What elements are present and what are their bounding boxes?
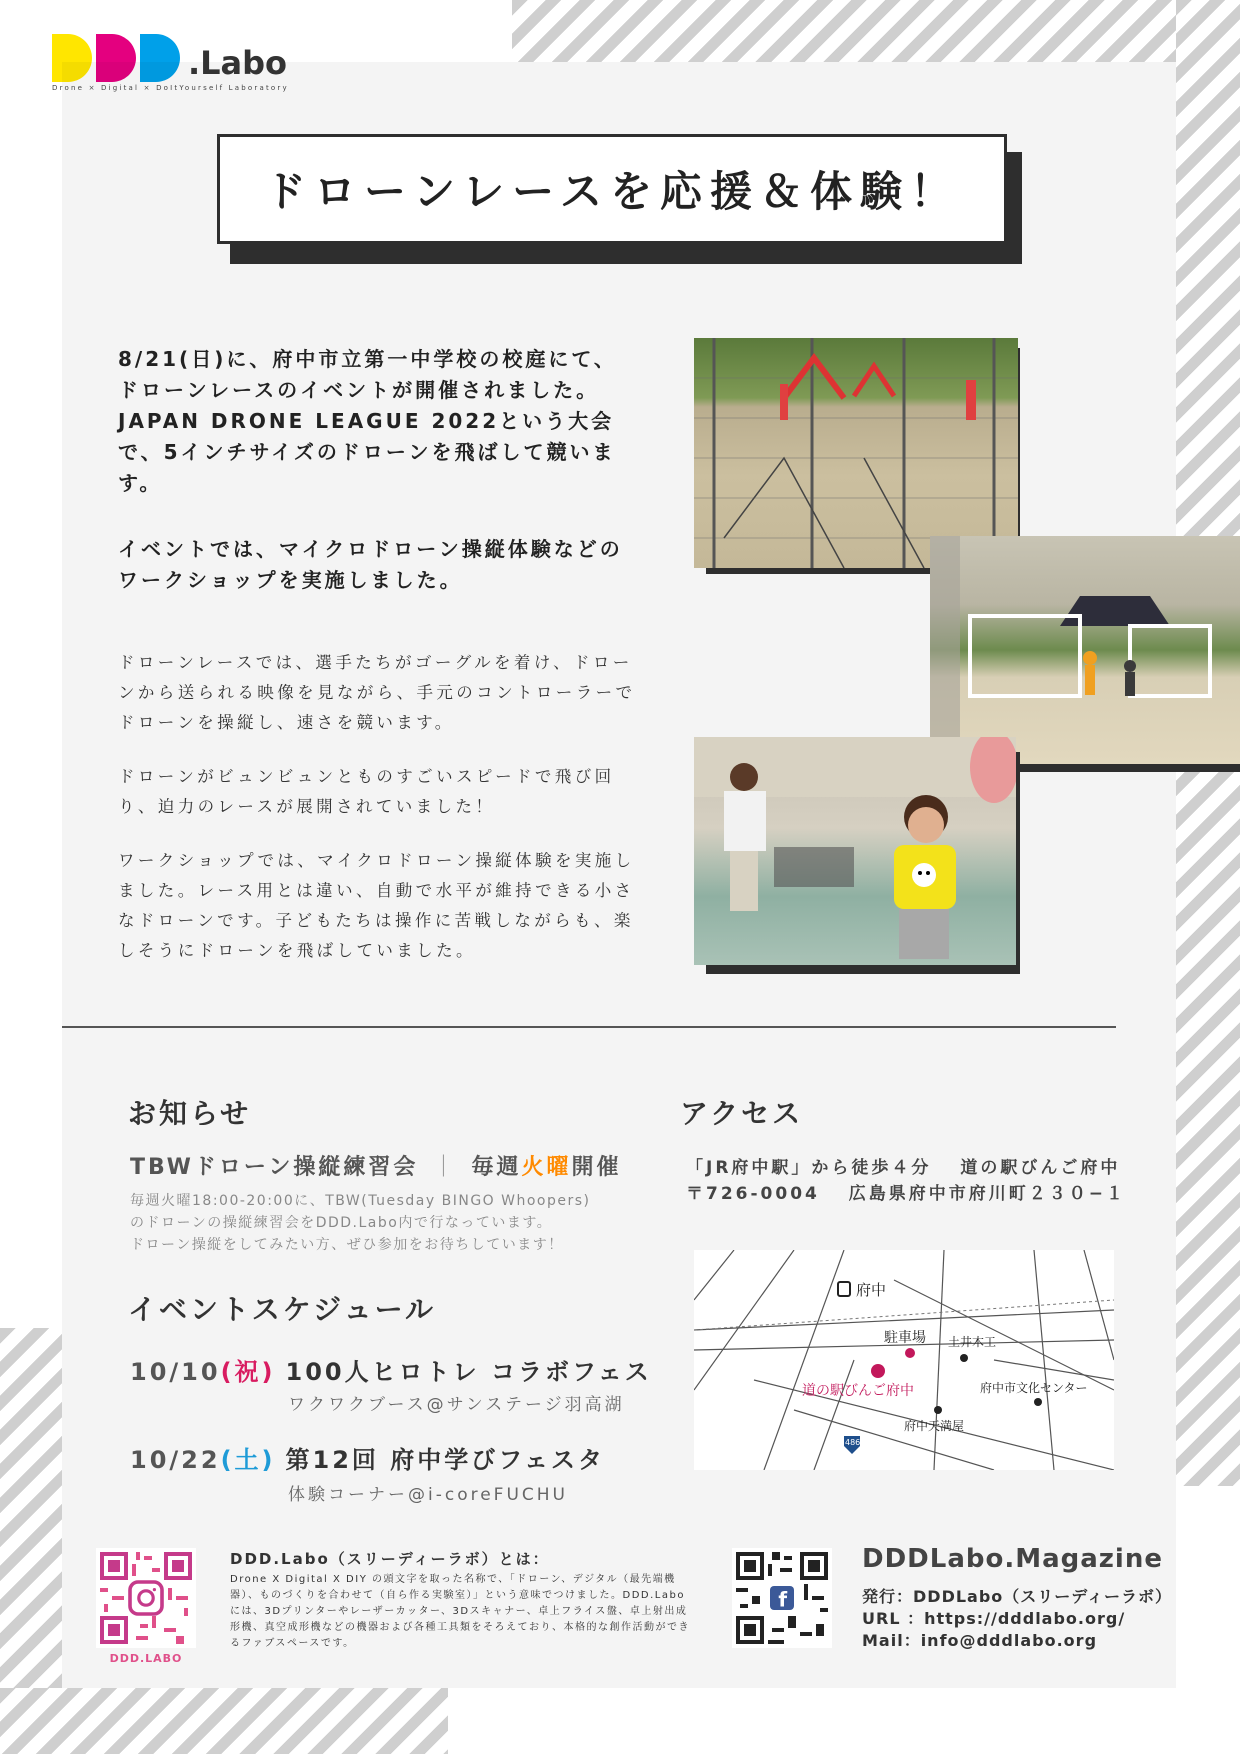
qr-label: DDD.LABO — [109, 1652, 183, 1665]
map-poi-1: 土井木工 — [948, 1335, 997, 1349]
section-divider — [62, 1026, 1116, 1028]
magazine-url[interactable]: URL ：https://dddlabo.org/ — [862, 1609, 1126, 1628]
access-heading: アクセス — [680, 1097, 804, 1130]
logo-tagline: Drone × Digital × DoItYourself Laboratory — [52, 84, 289, 92]
child-workshop-photo — [694, 737, 1016, 965]
map-target-label: 道の駅びんご府中 — [802, 1383, 914, 1399]
map-target-marker — [871, 1364, 885, 1378]
drone-race-course-photo — [694, 338, 1018, 568]
tbw-notice — [130, 1190, 670, 1256]
schedule-heading: イベントスケジュール — [128, 1293, 437, 1326]
tbw-weekly-post: 開催 — [571, 1155, 622, 1180]
map-parking-label: 駐車場 — [884, 1330, 926, 1346]
magazine-mail[interactable]: Mail：info@dddlabo.org — [862, 1631, 1098, 1650]
instagram-qr-code[interactable] — [96, 1548, 196, 1648]
facebook-icon: f — [778, 1587, 788, 1612]
event-2-date: 10/22 — [130, 1446, 221, 1474]
tbw-title: TBWドローン操縦練習会 — [130, 1155, 419, 1180]
body-paragraph-2: ドローンがビュンビュンとものすごいスピードで飛び回り、迫力のレースが展開されていました！ — [118, 767, 615, 816]
map-route-number: 486 — [845, 1438, 861, 1447]
about-heading: DDD.Labo（スリーディーラボ）とは： — [230, 1550, 550, 1568]
event-2-place: 体験コーナー@i-coreFUCHU — [288, 1485, 568, 1505]
magazine-publisher: 発行：DDDLabo（スリーディーラボ） — [862, 1587, 1173, 1606]
stripe-decoration-bottom — [0, 1688, 448, 1754]
event-2-name: 第12回 府中学びフェスタ — [285, 1446, 606, 1474]
tbw-weekly-day: 火曜 — [521, 1155, 572, 1180]
event-1-day: (祝) — [220, 1358, 276, 1386]
intro-paragraph-2: イベントでは、マイクロドローン操縦体験などのワークショップを実施しました。 — [118, 537, 623, 592]
access-line-1: 「JR府中駅」から徒歩４分 道の駅びんご府中 — [686, 1158, 1121, 1178]
tbw-notice-line-3: ドローン操縦をしてみたい方、ぜひ参加をお待ちしています！ — [130, 1237, 564, 1253]
body-paragraph-3: ワークショップでは、マイクロドローン操縦体験を実施しました。レース用とは違い、自動で水平が維持できる小さなドローンです。子どもたちは操作に苦戦しながらも、楽しそうにドローンを飛ばしていました。 — [118, 851, 635, 960]
about-text: Drone X Digital X DIY の頭文字を取った名称で、「ドローン、デジタル（最先端機器）、ものづくりを合わせて（自ら作る実験室）」という意味でつけました。DDD.Laboには、3Dプリンターやレーザーカッター、3Dスキャナー、卓上フライス盤、卓上射出成形機、真空成形機などの機器および各種工具類をそろえており、本格的な創作活動ができるファブスペースです。 — [230, 1574, 690, 1649]
access-line-2: 〒726-0004 広島県府中市府川町２３０−１ — [686, 1184, 1127, 1204]
ddd-labo-logo: .Labo Drone × Digital × DoItYourself Laboratory — [52, 34, 289, 92]
event-2 — [130, 1440, 605, 1475]
tbw-notice-line-1: 毎週火曜18:00-20:00に、TBW(Tuesday BINGO Whoopers) — [130, 1193, 591, 1209]
tbw-separator: ｜ — [432, 1155, 458, 1180]
tbw-weekly-pre: 毎週 — [471, 1155, 522, 1180]
event-1-place: ワクワクブース@サンステージ羽高湖 — [288, 1395, 625, 1415]
map-poi-2: 府中市文化センター — [980, 1381, 1088, 1395]
access-map — [694, 1250, 1114, 1470]
event-2-day: (土) — [220, 1446, 276, 1474]
page-title: ドローンレースを応援＆体験！ — [217, 134, 1007, 244]
tbw-notice-line-2: のドローンの操縦練習会をDDD.Labo内で行なっています。 — [130, 1215, 553, 1231]
magazine-title: DDDLabo.Magazine — [862, 1544, 1163, 1574]
map-poi-3: 府中天満屋 — [904, 1419, 965, 1433]
facebook-qr-code[interactable] — [732, 1548, 832, 1648]
event-1-name: 100人ヒロトレ コラボフェス — [285, 1358, 652, 1386]
intro-paragraph-1: 8/21(日)に、府中市立第一中学校の校庭にて、ドローンレースのイベントが開催されました。JAPAN DRONE LEAGUE 2022という大会で、5インチサイズのドローンを飛ばして競います。 — [118, 347, 617, 495]
map-station-label: 府中 — [856, 1281, 887, 1299]
body-paragraph-1: ドローンレースでは、選手たちがゴーグルを着け、ドローンから送られる映像を見ながら、手元のコントローラーでドローンを操縦し、速さを競います。 — [118, 653, 636, 732]
event-1 — [130, 1352, 652, 1387]
tbw-headline — [130, 1150, 621, 1181]
news-heading: お知らせ — [128, 1097, 252, 1130]
event-1-date: 10/10 — [130, 1358, 221, 1386]
stripe-decoration-top-right — [512, 0, 1240, 62]
race-pilot-tent-photo — [930, 536, 1240, 764]
map-parking-marker — [905, 1348, 915, 1358]
